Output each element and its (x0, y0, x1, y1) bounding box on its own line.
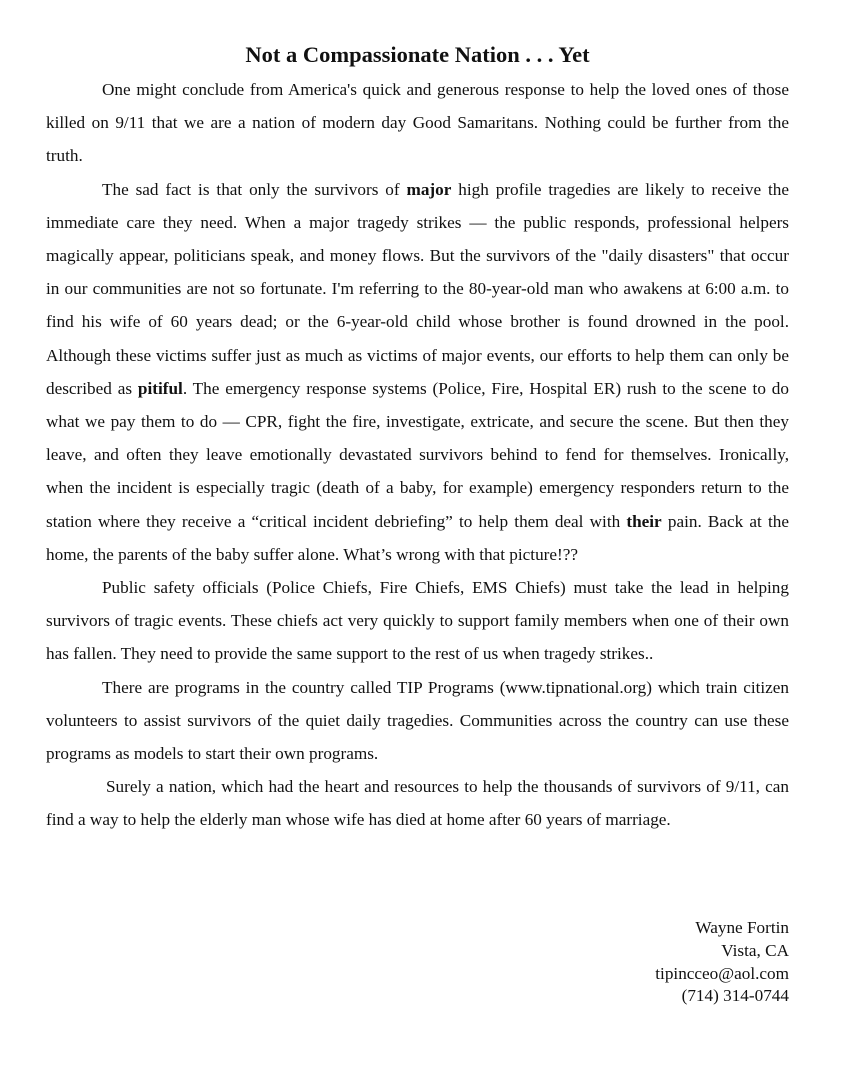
author-location: Vista, CA (721, 940, 789, 960)
author-name: Wayne Fortin (695, 918, 789, 937)
paragraph-5-text: Surely a nation, which had the heart and resources to help the thousands of survivors of 9/11, can find a way to help the elderly man whose wife has died at home after 60 years of marriage. (46, 777, 789, 830)
document-page (46, 40, 789, 837)
author-phone: (714) 314-0744 (681, 986, 789, 1006)
paragraph-2-text-a: The sad fact is that only the survivors of (102, 179, 407, 199)
paragraph-3 (46, 571, 789, 671)
paragraph-4 (46, 671, 789, 771)
emphasis-their: their (626, 511, 662, 531)
paragraph-2-text-b: high profile tragedies are likely to receive the immediate care they need. When a major tragedy strikes — the public responds, professional helpers magically appear, politicians speak, and money flows. But the survivors of the "daily disasters" that occur in our communities are not so fortunate. I'm referring to the 80-year-old man who awakens at 6:00 a.m. to find his wife of 60 years dead; or the 6-year-old child whose brother is found drowned in the pool. Although these victims suffer just as much as victims of major events, our efforts to help them can only be described as (46, 179, 789, 398)
emphasis-major: major (406, 179, 452, 199)
author-email: tipincceo@aol.com (655, 963, 789, 983)
emphasis-pitiful: pitiful (137, 378, 183, 398)
paragraph-2 (46, 173, 789, 571)
paragraph-2-text-c: . The emergency response systems (Police, Fire, Hospital ER) rush to the scene to do what we pay them to do — CPR, fight the fire, investigate, extricate, and secure the scene. But then they leave, and often they leave emotionally devastated survivors behind to fend for themselves. Ironically, when the incident is especially tragic (death of a baby, for example) emergency responders return to the station where they receive a “critical incident debriefing” to help them deal with (46, 378, 789, 531)
paragraph-2-text-d: pain. Back at the home, the parents of the baby suffer alone. What’s wrong with that picture!?? (46, 511, 789, 564)
paragraph-5 (46, 770, 789, 836)
document-title: Not a Compassionate Nation . . . Yet (245, 42, 590, 67)
paragraph-3-text: Public safety officials (Police Chiefs, Fire Chiefs, EMS Chiefs) must take the lead in helping survivors of tragic events. These chiefs act very quickly to support family members when one of their own has fallen. They need to provide the same support to the rest of us when tragedy strikes.. (46, 578, 789, 664)
paragraph-1 (46, 73, 789, 173)
paragraph-1-text: One might conclude from America's quick and generous response to help the loved ones of those killed on 9/11 that we are a nation of modern day Good Samaritans. Nothing could be further from the truth. (46, 80, 789, 166)
paragraph-4-text: There are programs in the country called TIP Programs (www.tipnational.org) which train citizen volunteers to assist survivors of the quiet daily tragedies. Communities across the country can use these programs as models to start their own programs. (46, 677, 789, 764)
signature-block (655, 917, 789, 1008)
